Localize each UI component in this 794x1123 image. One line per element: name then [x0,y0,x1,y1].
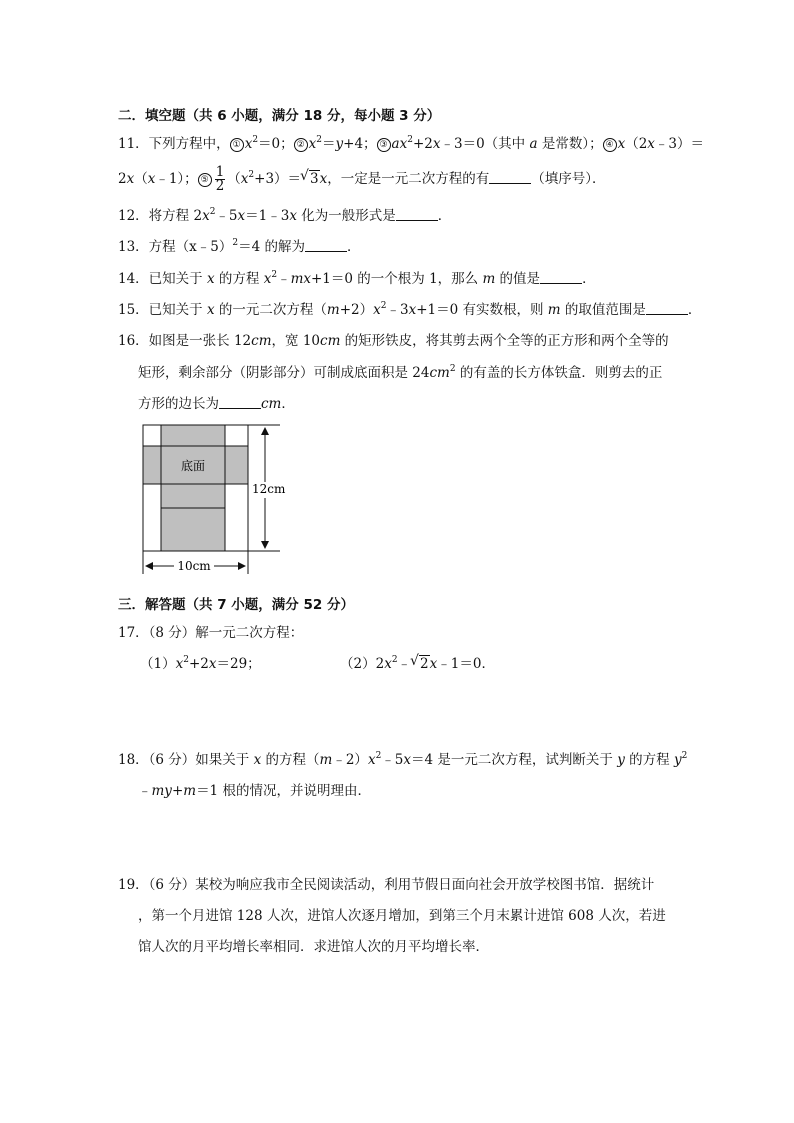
question-16-line-3: 方形的边长为 cm． [138,396,295,412]
question-11-line-2: 2x（x﹣1）； ⑤ $\frac{1}{2}$ $(x^2+3)=√$ 3x，一定是一元二次方程的有 （填序号）． [118,166,606,193]
question-11-line-1: 11．下列方程中， ① $x^2=0$； ② $x^2=y+4$； ③ $ax^2+2x﹣3=0$（其中 a 是常数）； ④ x（2x﹣3）＝ [118,135,705,152]
sqrt-3: √ 3 [301,170,320,188]
width-label: 10cm [177,559,211,573]
question-12: 12．将方程 $2x^2﹣5x=1﹣3x$ 化为一般形式是 ． [118,207,452,224]
fraction-one-half: $\frac{1}{2}$ [215,164,225,194]
question-19-line-2: ，第一个月进馆 128 人次，进馆人次逐月增加，到第三个月末累计进馆 608 人次，若进 [138,908,666,924]
question-14: 14．已知关于 x 的方程 $x^2﹣mx+1=0$ 的一个根为 1，那么 m 的值是 ． [118,270,596,287]
question-17-part-1: $(1)x^2+2x=29$； [140,655,261,672]
question-19-line-3: 馆人次的月平均增长率相同．求进馆人次的月平均增长率． [138,939,489,955]
choice-marker-1: ① [230,138,244,152]
question-16-line-1: 16．如图是一张长 12cm，宽 10cm 的矩形铁皮，将其剪去两个全等的正方形和两个全等的 [118,333,669,349]
choice-marker-3: ③ [377,138,391,152]
choice-marker-2: ② [294,138,308,152]
height-label: 12cm [252,482,286,496]
question-17-part-2: $(2)2x^2﹣√$ 2x﹣1＝0． [340,655,495,673]
question-18-line-1: 18．（6 分）如果关于 x 的方程$(m﹣2)x^2﹣5x=4$ 是一元二次方程，试判断关于 y 的方程 $y^2$ [118,751,688,768]
question-18-line-2: ﹣my+m＝1 根的情况，并说明理由． [138,783,371,799]
shaded-lid-flap [161,425,225,446]
question-17: 17．（8 分）解一元二次方程： [118,625,304,641]
answer-blank-16[interactable] [219,396,261,409]
answer-blank-13[interactable] [305,239,347,252]
question-16-line-2: 矩形，剩余部分（阴影部分）可制成底面积是 $24cm^2$ 的有盖的长方体铁盒．则剪去的正 [138,364,663,381]
question-15: 15．已知关于 x 的一元二次方程$(m+2)x^2﹣3x+1=0$ 有实数根，则 m 的取值范围是 ． [118,301,702,318]
question-13: 13．方程（x﹣5）$^2$＝4 的解为 ． [118,238,361,255]
section-3-heading: 三．解答题（共 7 小题，满分 52 分） [118,597,354,613]
answer-blank-11[interactable] [489,171,531,184]
answer-blank-15[interactable] [646,302,688,315]
shaded-side-panel [161,484,225,508]
question-19-line-1: 19．（6 分）某校为响应我市全民阅读活动，利用节假日面向社会开放学校图书馆．据统计 [118,877,655,893]
base-label: 底面 [180,459,206,473]
answer-blank-14[interactable] [540,271,582,284]
section-2-heading: 二．填空题（共 6 小题，满分 18 分，每小题 3 分） [118,108,441,124]
shaded-top-panel [161,508,225,551]
choice-marker-4: ④ [603,138,617,152]
rectangle-sheet-figure [140,422,300,578]
choice-marker-5: ⑤ [198,173,212,187]
answer-blank-12[interactable] [396,208,438,221]
